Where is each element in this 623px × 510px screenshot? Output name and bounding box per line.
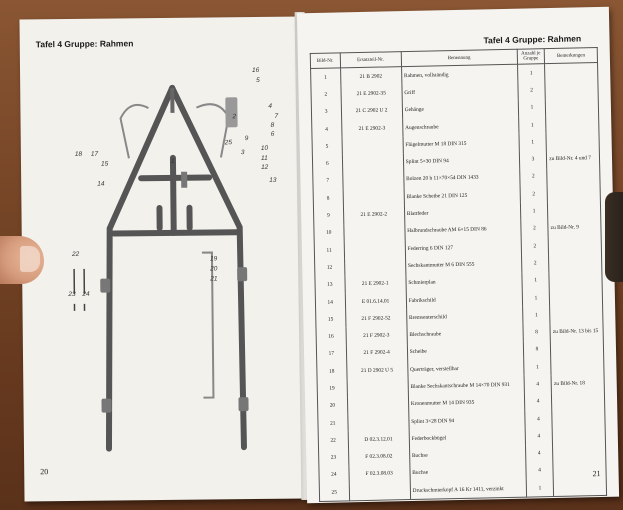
row-bemerkungen: zu Bild-Nr. 18 [551, 374, 604, 392]
row-ersatzteil-nr [349, 482, 411, 501]
row-ersatzteil-nr [342, 171, 404, 190]
callout-9: 9 [244, 135, 249, 143]
row-anzahl: 2 [519, 168, 547, 186]
left-page-number: 20 [40, 467, 49, 477]
row-ersatzteil-nr: 21 B 2902 [340, 67, 402, 86]
callout-5: 5 [256, 76, 260, 85]
frame-left-tube [105, 88, 176, 449]
callout-14: 14 [97, 180, 105, 188]
row-bild-nr: 5 [312, 138, 342, 156]
row-benennung: Kronenmutter M 14 DIN 935 [408, 393, 524, 413]
row-anzahl: 1 [518, 116, 546, 134]
row-bemerkungen: zu Bild-Nr. 9 [548, 219, 601, 237]
row-bemerkungen [551, 357, 604, 375]
row-bild-nr: 18 [317, 362, 347, 380]
row-bemerkungen [553, 443, 606, 461]
row-anzahl: 4 [525, 445, 553, 463]
row-bemerkungen [549, 253, 602, 271]
row-benennung: Rahmen, vollständig [401, 64, 517, 84]
row-anzahl: 4 [524, 393, 552, 411]
callout-18: 18 [74, 150, 83, 158]
row-bemerkungen [545, 63, 598, 82]
row-bemerkungen [552, 426, 605, 444]
row-bild-nr: 19 [317, 380, 347, 398]
left-page-title: Tafel 4 Gruppe: Rahmen [35, 38, 134, 50]
row-benennung: Buchse [409, 445, 525, 465]
row-ersatzteil-nr: 21 F 2902-52 [345, 309, 407, 328]
row-ersatzteil-nr [347, 396, 409, 415]
row-anzahl: 1 [518, 99, 546, 117]
row-anzahl: 1 [522, 289, 550, 307]
row-anzahl: 2 [520, 185, 548, 203]
row-bild-nr: 10 [314, 224, 344, 242]
row-ersatzteil-nr: 21 D 2902 U 5 [346, 361, 408, 380]
row-bild-nr: 3 [311, 103, 341, 121]
callout-1: 1 [170, 157, 175, 165]
row-anzahl: 2 [518, 81, 546, 99]
callout-12: 12 [261, 163, 269, 171]
row-bemerkungen [552, 409, 605, 427]
row-bild-nr: 9 [313, 207, 343, 225]
callout-23: 23 [68, 290, 76, 298]
row-bemerkungen [545, 98, 598, 116]
row-bemerkungen [548, 236, 601, 254]
row-anzahl: 4 [526, 462, 554, 480]
row-ersatzteil-nr [347, 413, 409, 432]
row-ersatzteil-nr [344, 257, 406, 276]
row-bild-nr: 24 [319, 466, 349, 484]
row-benennung: Flügelmutter M 18 DIN 315 [403, 134, 519, 154]
row-anzahl: 4 [525, 427, 553, 445]
row-bild-nr: 6 [312, 155, 342, 173]
row-bemerkungen [547, 167, 600, 185]
left-page [19, 17, 306, 502]
row-benennung: Gehänge [402, 99, 518, 119]
row-bemerkungen [549, 271, 602, 289]
row-bild-nr: 16 [316, 328, 346, 346]
row-ersatzteil-nr: F 02.3.08.03 [348, 465, 410, 484]
header-benennung: Benennung [401, 49, 517, 66]
callout-25: 25 [224, 139, 233, 147]
header-bild-nr: Bild-Nr. [310, 53, 340, 69]
callout-21: 21 [210, 275, 218, 283]
row-benennung: Blanke Sechskantschraube M 14×70 DIN 931 [408, 376, 524, 396]
row-ersatzteil-nr: 21 E 2902-35 [340, 84, 402, 103]
row-benennung: Schmierplan [406, 272, 522, 292]
callout-20: 20 [210, 265, 218, 273]
header-anzahl: Anzahl je Gruppe [517, 49, 545, 65]
row-bild-nr: 22 [318, 432, 348, 450]
row-bemerkungen [551, 340, 604, 358]
row-anzahl: 2 [521, 237, 549, 255]
row-benennung: Halbrundschraube AM 6×15 DIN 86 [405, 220, 521, 240]
row-ersatzteil-nr: 21 F 2902-4 [346, 344, 408, 363]
row-bemerkungen [546, 132, 599, 150]
row-benennung: Augenschraube [402, 117, 518, 137]
row-bemerkungen: zu Bild-Nr. 13 bis 15 [550, 322, 603, 340]
row-anzahl: 4 [524, 375, 552, 393]
header-ersatzteil-nr: Ersatzteil-Nr. [340, 52, 401, 68]
row-benennung: Querträger, verstellbar [407, 359, 523, 379]
row-benennung: Blanke Scheibe 21 DIN 125 [404, 186, 520, 206]
row-anzahl: 8 [523, 341, 551, 359]
row-anzahl: 1 [520, 202, 548, 220]
row-bild-nr: 4 [312, 120, 342, 138]
callout-16: 16 [251, 66, 260, 75]
callout-7: 7 [274, 112, 279, 120]
parts-table-body [311, 63, 607, 502]
callout-11: 11 [260, 154, 268, 162]
row-anzahl: 2 [521, 220, 549, 238]
row-anzahl: 1 [526, 479, 554, 497]
row-bemerkungen [550, 305, 603, 323]
row-ersatzteil-nr [347, 378, 409, 397]
row-ersatzteil-nr: F 02.3.08.02 [348, 448, 410, 467]
row-bild-nr: 1 [311, 68, 341, 86]
row-bild-nr: 11 [314, 241, 344, 259]
row-ersatzteil-nr [343, 188, 405, 207]
dark-object-edge [605, 192, 623, 282]
row-ersatzteil-nr: 21 E 2902-1 [344, 275, 406, 294]
row-bemerkungen [552, 392, 605, 410]
row-benennung: Bolzen 20 h 11×70×54 DIN 1433 [403, 168, 519, 188]
row-bemerkungen: zu Bild-Nr. 4 und 7 [547, 150, 600, 168]
row-anzahl: 1 [522, 306, 550, 324]
row-bild-nr: 15 [316, 311, 346, 329]
row-ersatzteil-nr: 21 E 2902-2 [343, 205, 405, 224]
row-ersatzteil-nr [343, 223, 405, 242]
callout-6: 6 [270, 130, 275, 138]
row-benennung: Griff [402, 82, 518, 102]
header-bemerkungen: Bemerkungen [544, 48, 597, 64]
callout-10: 10 [260, 144, 269, 152]
row-anzahl: 4 [525, 410, 553, 428]
row-ersatzteil-nr [342, 154, 404, 173]
row-bild-nr: 14 [315, 293, 345, 311]
callout-3: 3 [240, 149, 245, 157]
row-benennung: Bremsenterschild [406, 307, 522, 327]
row-bild-nr: 8 [313, 189, 343, 207]
right-page-number: 21 [592, 469, 601, 479]
right-page-title: Tafel 4 Gruppe: Rahmen [483, 33, 582, 46]
row-ersatzteil-nr [342, 136, 404, 155]
row-benennung: Buchse [410, 462, 526, 482]
row-bemerkungen [549, 288, 602, 306]
callout-19: 19 [209, 255, 218, 263]
row-bild-nr: 25 [319, 483, 349, 501]
row-bemerkungen [546, 115, 599, 133]
callout-8: 8 [270, 121, 275, 129]
row-bild-nr: 13 [315, 276, 345, 294]
row-benennung: Scheibe [407, 341, 523, 361]
row-ersatzteil-nr: D 02.3.12.01 [348, 430, 410, 449]
row-benennung: Federbockbügel [409, 428, 525, 448]
row-bild-nr: 23 [319, 449, 349, 467]
row-bemerkungen [548, 201, 601, 219]
row-bemerkungen [553, 478, 606, 497]
row-benennung: Blattfeder [404, 203, 520, 223]
callout-15: 15 [100, 160, 109, 168]
row-ersatzteil-nr [344, 240, 406, 259]
row-bemerkungen [545, 80, 598, 98]
row-anzahl: 1 [522, 272, 550, 290]
row-benennung: Blechschraube [407, 324, 523, 344]
row-bemerkungen [547, 184, 600, 202]
row-benennung: Splint 5×30 DIN 94 [403, 151, 519, 171]
row-bild-nr: 7 [313, 172, 343, 190]
row-benennung: Splint 3×28 DIN 94 [409, 411, 525, 431]
parts-table [310, 47, 607, 502]
row-bild-nr: 2 [311, 86, 341, 104]
row-anzahl: 2 [521, 254, 549, 272]
right-page [297, 7, 619, 503]
row-ersatzteil-nr: E 01.6.14.01 [345, 292, 407, 311]
row-anzahl: 8 [523, 324, 551, 342]
row-bild-nr: 17 [316, 345, 346, 363]
row-bild-nr: 20 [317, 397, 347, 415]
row-bild-nr: 21 [318, 414, 348, 432]
row-benennung: Druckschmierkopf A 16 Kr 1411, verzinkt [410, 480, 526, 500]
row-anzahl: 1 [519, 133, 547, 151]
row-ersatzteil-nr: 21 F 2902-3 [346, 327, 408, 346]
callout-22: 22 [71, 250, 80, 258]
row-ersatzteil-nr: 21 E 2902-3 [341, 119, 403, 138]
row-anzahl: 1 [517, 64, 545, 82]
row-anzahl: 3 [519, 151, 547, 169]
row-benennung: Fabrikschild [406, 290, 522, 310]
frame-right-tube [172, 87, 244, 448]
frame-drawing [60, 77, 289, 479]
callout-24: 24 [82, 290, 90, 298]
row-anzahl: 1 [523, 358, 551, 376]
callout-2: 2 [232, 113, 237, 121]
row-benennung: Federring 6 DIN 127 [405, 238, 521, 258]
callout-17: 17 [90, 150, 99, 158]
row-bild-nr: 12 [315, 259, 345, 277]
callout-4: 4 [268, 102, 273, 110]
row-ersatzteil-nr: 21 C 2902 U 2 [341, 102, 403, 121]
thumbnail-nail [20, 246, 40, 272]
row-benennung: Sechskantmutter M 6 DIN 555 [405, 255, 521, 275]
callout-13: 13 [269, 176, 277, 184]
